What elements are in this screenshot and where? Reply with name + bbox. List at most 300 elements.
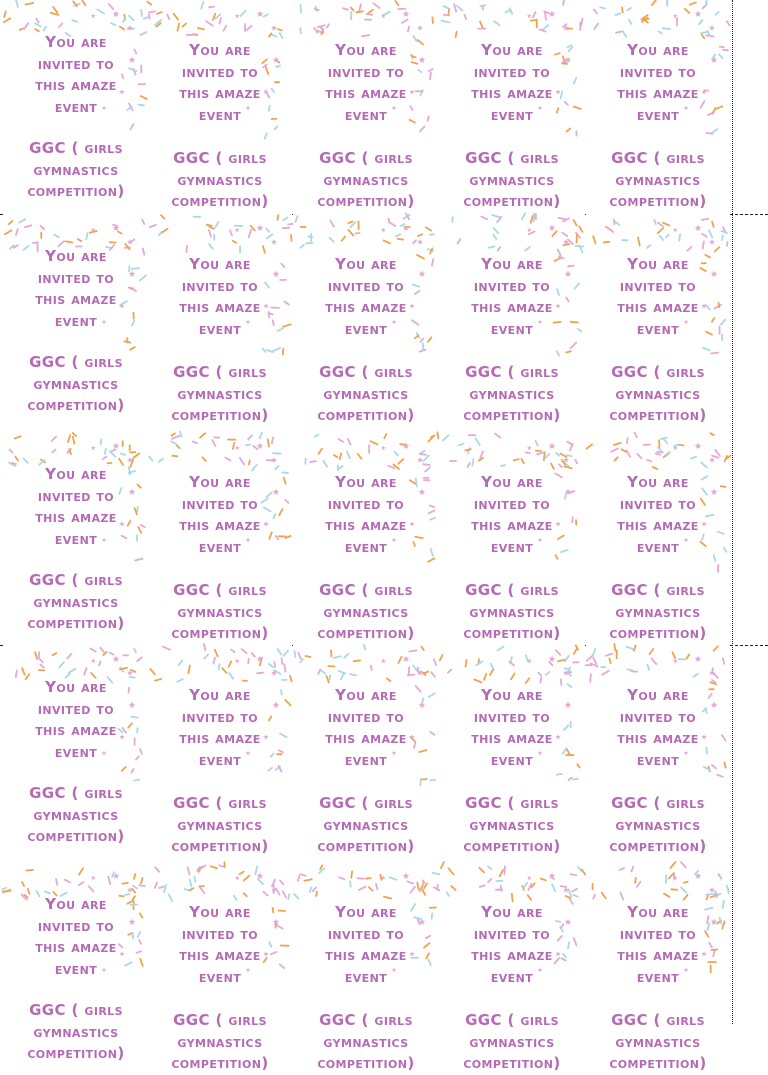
confetti-dash-icon	[594, 10, 597, 14]
confetti-dash-icon	[472, 459, 473, 465]
confetti-dash-icon	[398, 239, 404, 240]
confetti-dash-icon	[131, 769, 133, 773]
confetti-dash-icon	[202, 457, 206, 461]
confetti-dash-icon	[370, 441, 377, 444]
confetti-dash-icon	[134, 780, 139, 781]
confetti-dash-icon	[213, 658, 215, 664]
confetti-dash-icon	[263, 246, 265, 253]
confetti-dash-icon	[112, 872, 114, 877]
invite-line: event	[440, 319, 584, 341]
confetti-dash-icon	[488, 879, 491, 882]
invite-line: event	[148, 537, 292, 559]
event-name	[148, 793, 292, 858]
confetti-dash-icon	[201, 2, 203, 8]
confetti-dash-icon	[350, 674, 356, 675]
event-line: gymnastics	[586, 815, 730, 837]
invite-line: You are	[294, 685, 438, 707]
event-line: gymnastics	[148, 602, 292, 624]
star-icon	[271, 25, 277, 30]
star-icon	[709, 887, 715, 892]
confetti-dash-icon	[172, 436, 179, 439]
confetti-dash-icon	[39, 659, 43, 663]
confetti-dash-icon	[521, 459, 524, 463]
confetti-dash-icon	[573, 779, 578, 780]
invite-line: invited to	[4, 916, 148, 938]
event-line: GGC ( girls	[4, 783, 148, 805]
invitation-card	[294, 0, 438, 214]
confetti-dash-icon	[253, 446, 257, 449]
confetti-dash-icon	[694, 674, 699, 677]
invite-line: event	[586, 319, 730, 341]
event-line: competition)	[440, 623, 584, 645]
event-line: competition)	[4, 395, 148, 417]
confetti-dash-icon	[526, 656, 528, 661]
confetti-dash-icon	[209, 244, 213, 249]
star-icon	[417, 25, 423, 30]
confetti-dash-icon	[627, 8, 631, 10]
invite-line: invited to	[294, 707, 438, 729]
confetti-dash-icon	[489, 247, 495, 248]
invite-text	[148, 685, 292, 772]
event-name	[440, 148, 584, 213]
invite-line: this amaze	[440, 297, 584, 319]
confetti-dash-icon	[480, 22, 483, 28]
confetti-dash-icon	[714, 646, 718, 650]
confetti-dash-icon	[348, 230, 353, 236]
confetti-dash-icon	[706, 894, 713, 895]
confetti-dash-icon	[480, 5, 485, 6]
confetti-dash-icon	[593, 658, 596, 664]
invite-line: event	[4, 959, 148, 981]
invite-line: event	[4, 97, 148, 119]
confetti-dash-icon	[533, 12, 536, 17]
confetti-dash-icon	[581, 19, 582, 26]
confetti-dash-icon	[315, 9, 319, 10]
confetti-dash-icon	[663, 439, 667, 444]
confetti-dash-icon	[590, 674, 591, 682]
confetti-dash-icon	[149, 15, 150, 19]
invitation-card	[586, 0, 730, 214]
event-line: GGC ( girls	[294, 1010, 438, 1032]
confetti-dash-icon	[528, 895, 532, 900]
invite-line: invited to	[294, 924, 438, 946]
invite-line: You are	[440, 685, 584, 707]
invite-line: You are	[586, 902, 730, 924]
invite-text	[586, 40, 730, 127]
confetti-dash-icon	[572, 889, 577, 892]
invite-line: invited to	[148, 707, 292, 729]
confetti-dash-icon	[263, 349, 266, 352]
confetti-dash-icon	[249, 230, 251, 237]
star-icon	[403, 225, 410, 231]
confetti-dash-icon	[269, 33, 272, 36]
invite-line: invited to	[586, 276, 730, 298]
confetti-dash-icon	[687, 247, 691, 251]
confetti-dash-icon	[541, 879, 546, 881]
confetti-dash-icon	[36, 19, 38, 23]
star-icon	[527, 876, 532, 881]
invite-line: this amaze	[4, 75, 148, 97]
confetti-dash-icon	[22, 882, 24, 886]
event-line: competition)	[440, 191, 584, 213]
confetti-dash-icon	[189, 666, 190, 674]
invite-line: You are	[148, 902, 292, 924]
event-line: gymnastics	[4, 374, 148, 396]
event-line: gymnastics	[148, 1032, 292, 1054]
event-name	[440, 793, 584, 858]
confetti-dash-icon	[155, 867, 159, 872]
confetti-dash-icon	[108, 877, 110, 885]
confetti-dash-icon	[536, 451, 541, 452]
confetti-dash-icon	[398, 9, 405, 10]
confetti-dash-icon	[652, 659, 657, 665]
star-icon	[695, 443, 702, 449]
confetti-dash-icon	[19, 219, 25, 223]
confetti-dash-icon	[593, 649, 595, 656]
invite-text	[294, 902, 438, 989]
confetti-dash-icon	[310, 461, 316, 462]
star-icon	[417, 457, 423, 462]
star-icon	[549, 11, 556, 17]
confetti-dash-icon	[59, 662, 64, 667]
confetti-dash-icon	[167, 15, 169, 20]
confetti-dash-icon	[122, 767, 126, 771]
confetti-dash-icon	[147, 2, 151, 5]
confetti-dash-icon	[614, 443, 621, 445]
confetti-dash-icon	[638, 238, 640, 246]
invite-line: this amaze	[148, 945, 292, 967]
invite-text	[440, 902, 584, 989]
confetti-dash-icon	[139, 885, 145, 886]
confetti-dash-icon	[495, 434, 500, 438]
event-line: competition)	[586, 623, 730, 645]
star-icon	[257, 443, 264, 449]
event-line: GGC ( girls	[148, 362, 292, 384]
confetti-dash-icon	[727, 242, 728, 246]
confetti-dash-icon	[647, 460, 651, 461]
star-icon	[403, 443, 410, 449]
star-icon	[113, 443, 120, 449]
confetti-dash-icon	[183, 24, 186, 27]
confetti-dash-icon	[177, 445, 180, 448]
confetti-dash-icon	[408, 675, 415, 676]
confetti-dash-icon	[291, 235, 292, 241]
event-line: gymnastics	[586, 384, 730, 406]
confetti-dash-icon	[204, 644, 206, 650]
confetti-dash-icon	[89, 886, 94, 891]
confetti-dash-icon	[264, 14, 268, 16]
confetti-dash-icon	[113, 225, 117, 226]
confetti-dash-icon	[194, 877, 195, 882]
confetti-dash-icon	[511, 657, 512, 662]
confetti-dash-icon	[711, 353, 718, 354]
confetti-dash-icon	[4, 18, 10, 22]
confetti-dash-icon	[364, 645, 365, 649]
confetti-dash-icon	[421, 647, 423, 650]
confetti-dash-icon	[339, 671, 346, 674]
invite-line: this amaze	[148, 297, 292, 319]
confetti-dash-icon	[418, 668, 419, 673]
invitation-card	[294, 432, 438, 645]
event-line: GGC ( girls	[148, 580, 292, 602]
invite-line: You are	[440, 902, 584, 924]
confetti-dash-icon	[163, 647, 170, 650]
confetti-dash-icon	[509, 662, 514, 666]
star-icon	[673, 228, 678, 233]
confetti-dash-icon	[401, 224, 405, 226]
confetti-dash-icon	[376, 884, 377, 890]
invite-line: You are	[440, 40, 584, 62]
confetti-dash-icon	[670, 862, 675, 868]
confetti-dash-icon	[110, 451, 116, 457]
invite-line: You are	[440, 472, 584, 494]
confetti-dash-icon	[512, 894, 513, 901]
confetti-dash-icon	[25, 225, 32, 227]
confetti-dash-icon	[295, 651, 296, 657]
confetti-dash-icon	[24, 459, 28, 463]
confetti-dash-icon	[178, 24, 180, 31]
confetti-dash-icon	[573, 895, 577, 897]
confetti-dash-icon	[288, 894, 289, 899]
confetti-dash-icon	[79, 868, 83, 874]
confetti-dash-icon	[134, 874, 135, 879]
confetti-dash-icon	[334, 656, 341, 658]
invitation-card	[586, 645, 730, 862]
confetti-dash-icon	[706, 35, 714, 36]
confetti-dash-icon	[480, 452, 483, 458]
confetti-dash-icon	[571, 874, 577, 875]
confetti-dash-icon	[350, 882, 351, 887]
confetti-dash-icon	[387, 679, 391, 682]
confetti-dash-icon	[282, 658, 283, 664]
confetti-dash-icon	[413, 240, 416, 243]
event-line: gymnastics	[440, 602, 584, 624]
event-line: competition)	[4, 1043, 148, 1065]
event-name	[4, 138, 148, 203]
confetti-dash-icon	[384, 434, 386, 438]
invite-line: You are	[148, 685, 292, 707]
confetti-dash-icon	[177, 679, 182, 682]
event-name	[586, 362, 730, 427]
confetti-dash-icon	[52, 450, 55, 453]
confetti-dash-icon	[298, 876, 300, 881]
confetti-dash-icon	[216, 14, 221, 18]
confetti-dash-icon	[431, 672, 435, 677]
event-line: competition)	[586, 836, 730, 858]
event-name	[148, 362, 292, 427]
confetti-dash-icon	[155, 679, 161, 681]
confetti-dash-icon	[574, 648, 577, 654]
star-icon	[257, 225, 264, 231]
confetti-dash-icon	[351, 8, 354, 11]
star-icon	[257, 656, 264, 662]
confetti-dash-icon	[637, 454, 641, 459]
confetti-dash-icon	[101, 439, 102, 444]
invite-text	[586, 685, 730, 772]
confetti-dash-icon	[699, 20, 702, 24]
confetti-dash-icon	[109, 4, 114, 9]
confetti-dash-icon	[26, 3, 34, 5]
confetti-dash-icon	[671, 889, 677, 890]
invite-text	[440, 254, 584, 341]
confetti-dash-icon	[316, 892, 317, 896]
confetti-dash-icon	[274, 662, 275, 667]
star-icon	[91, 876, 96, 881]
confetti-dash-icon	[321, 670, 326, 674]
confetti-dash-icon	[492, 215, 499, 217]
confetti-dash-icon	[536, 441, 538, 446]
event-line: gymnastics	[440, 1032, 584, 1054]
confetti-dash-icon	[339, 439, 344, 442]
confetti-dash-icon	[304, 879, 312, 881]
confetti-dash-icon	[443, 435, 449, 440]
confetti-dash-icon	[579, 226, 582, 232]
event-line: GGC ( girls	[4, 570, 148, 592]
confetti-dash-icon	[310, 887, 312, 892]
confetti-dash-icon	[351, 871, 352, 877]
invite-line: invited to	[4, 54, 148, 76]
invite-line: this amaze	[4, 289, 148, 311]
invite-text	[4, 32, 148, 119]
invite-line: this amaze	[294, 297, 438, 319]
confetti-dash-icon	[606, 654, 612, 656]
confetti-dash-icon	[539, 29, 545, 31]
confetti-dash-icon	[223, 26, 226, 31]
invite-line: You are	[586, 685, 730, 707]
invite-line: this amaze	[148, 515, 292, 537]
confetti-dash-icon	[16, 229, 18, 235]
invite-line: this amaze	[294, 515, 438, 537]
invite-text	[294, 685, 438, 772]
star-icon	[527, 446, 532, 451]
confetti-dash-icon	[466, 660, 467, 667]
confetti-dash-icon	[366, 878, 371, 879]
confetti-dash-icon	[684, 895, 688, 900]
invite-line: this amaze	[586, 728, 730, 750]
confetti-dash-icon	[607, 227, 613, 232]
confetti-dash-icon	[600, 7, 605, 8]
confetti-dash-icon	[407, 882, 413, 884]
confetti-dash-icon	[149, 11, 155, 12]
event-line: gymnastics	[4, 592, 148, 614]
confetti-dash-icon	[257, 673, 263, 674]
confetti-dash-icon	[721, 231, 727, 233]
event-line: GGC ( girls	[586, 148, 730, 170]
confetti-dash-icon	[91, 649, 96, 652]
confetti-dash-icon	[658, 223, 663, 227]
confetti-dash-icon	[318, 670, 320, 674]
event-line: GGC ( girls	[148, 793, 292, 815]
confetti-dash-icon	[663, 223, 669, 226]
confetti-dash-icon	[458, 239, 461, 243]
confetti-dash-icon	[267, 234, 273, 238]
invite-line: invited to	[148, 276, 292, 298]
event-name	[4, 570, 148, 635]
confetti-dash-icon	[531, 20, 536, 21]
confetti-dash-icon	[417, 883, 418, 889]
confetti-dash-icon	[4, 12, 6, 18]
confetti-dash-icon	[344, 654, 348, 658]
invite-line: You are	[294, 254, 438, 276]
invite-line: invited to	[586, 707, 730, 729]
confetti-dash-icon	[594, 24, 598, 29]
confetti-dash-icon	[451, 886, 455, 890]
invite-line: You are	[586, 254, 730, 276]
confetti-dash-icon	[103, 457, 107, 460]
confetti-dash-icon	[629, 20, 632, 24]
confetti-dash-icon	[723, 658, 724, 664]
confetti-dash-icon	[341, 673, 344, 680]
confetti-dash-icon	[265, 133, 267, 138]
confetti-dash-icon	[566, 351, 571, 352]
confetti-dash-icon	[432, 17, 433, 23]
confetti-dash-icon	[356, 11, 363, 12]
confetti-dash-icon	[149, 456, 152, 460]
confetti-dash-icon	[494, 21, 500, 25]
invite-line: You are	[148, 254, 292, 276]
invite-line: You are	[4, 464, 148, 486]
event-line: GGC ( girls	[148, 1010, 292, 1032]
invite-line: this amaze	[586, 515, 730, 537]
confetti-dash-icon	[267, 350, 273, 352]
confetti-dash-icon	[348, 222, 352, 224]
confetti-dash-icon	[543, 25, 548, 29]
confetti-dash-icon	[9, 221, 13, 224]
invite-line: event	[294, 750, 438, 772]
event-name	[586, 1010, 730, 1075]
confetti-dash-icon	[504, 866, 505, 874]
confetti-dash-icon	[423, 890, 425, 895]
invite-line: invited to	[440, 494, 584, 516]
confetti-dash-icon	[40, 226, 44, 230]
event-line: GGC ( girls	[440, 580, 584, 602]
confetti-dash-icon	[27, 870, 33, 871]
confetti-dash-icon	[276, 889, 280, 895]
confetti-dash-icon	[481, 217, 487, 220]
invite-text	[148, 254, 292, 341]
invite-line: invited to	[586, 924, 730, 946]
event-line: gymnastics	[294, 384, 438, 406]
event-line: gymnastics	[294, 815, 438, 837]
invite-text	[4, 677, 148, 764]
confetti-dash-icon	[41, 665, 44, 668]
event-line: gymnastics	[294, 1032, 438, 1054]
event-line: GGC ( girls	[294, 580, 438, 602]
star-icon	[91, 14, 96, 19]
confetti-dash-icon	[44, 27, 46, 31]
confetti-dash-icon	[562, 233, 567, 237]
confetti-dash-icon	[449, 10, 450, 14]
invite-line: this amaze	[294, 945, 438, 967]
star-icon	[91, 446, 96, 451]
confetti-dash-icon	[134, 649, 136, 653]
star-icon	[271, 457, 277, 462]
confetti-dash-icon	[725, 456, 727, 461]
confetti-dash-icon	[557, 774, 562, 775]
confetti-dash-icon	[616, 13, 621, 15]
star-icon	[127, 887, 133, 892]
confetti-dash-icon	[354, 660, 360, 661]
confetti-dash-icon	[674, 444, 678, 446]
invite-line: invited to	[148, 62, 292, 84]
invite-text	[586, 902, 730, 989]
invite-line: invited to	[440, 62, 584, 84]
confetti-dash-icon	[706, 1, 707, 6]
confetti-dash-icon	[52, 437, 57, 441]
confetti-dash-icon	[465, 449, 470, 450]
confetti-dash-icon	[111, 23, 115, 25]
confetti-dash-icon	[566, 129, 570, 132]
